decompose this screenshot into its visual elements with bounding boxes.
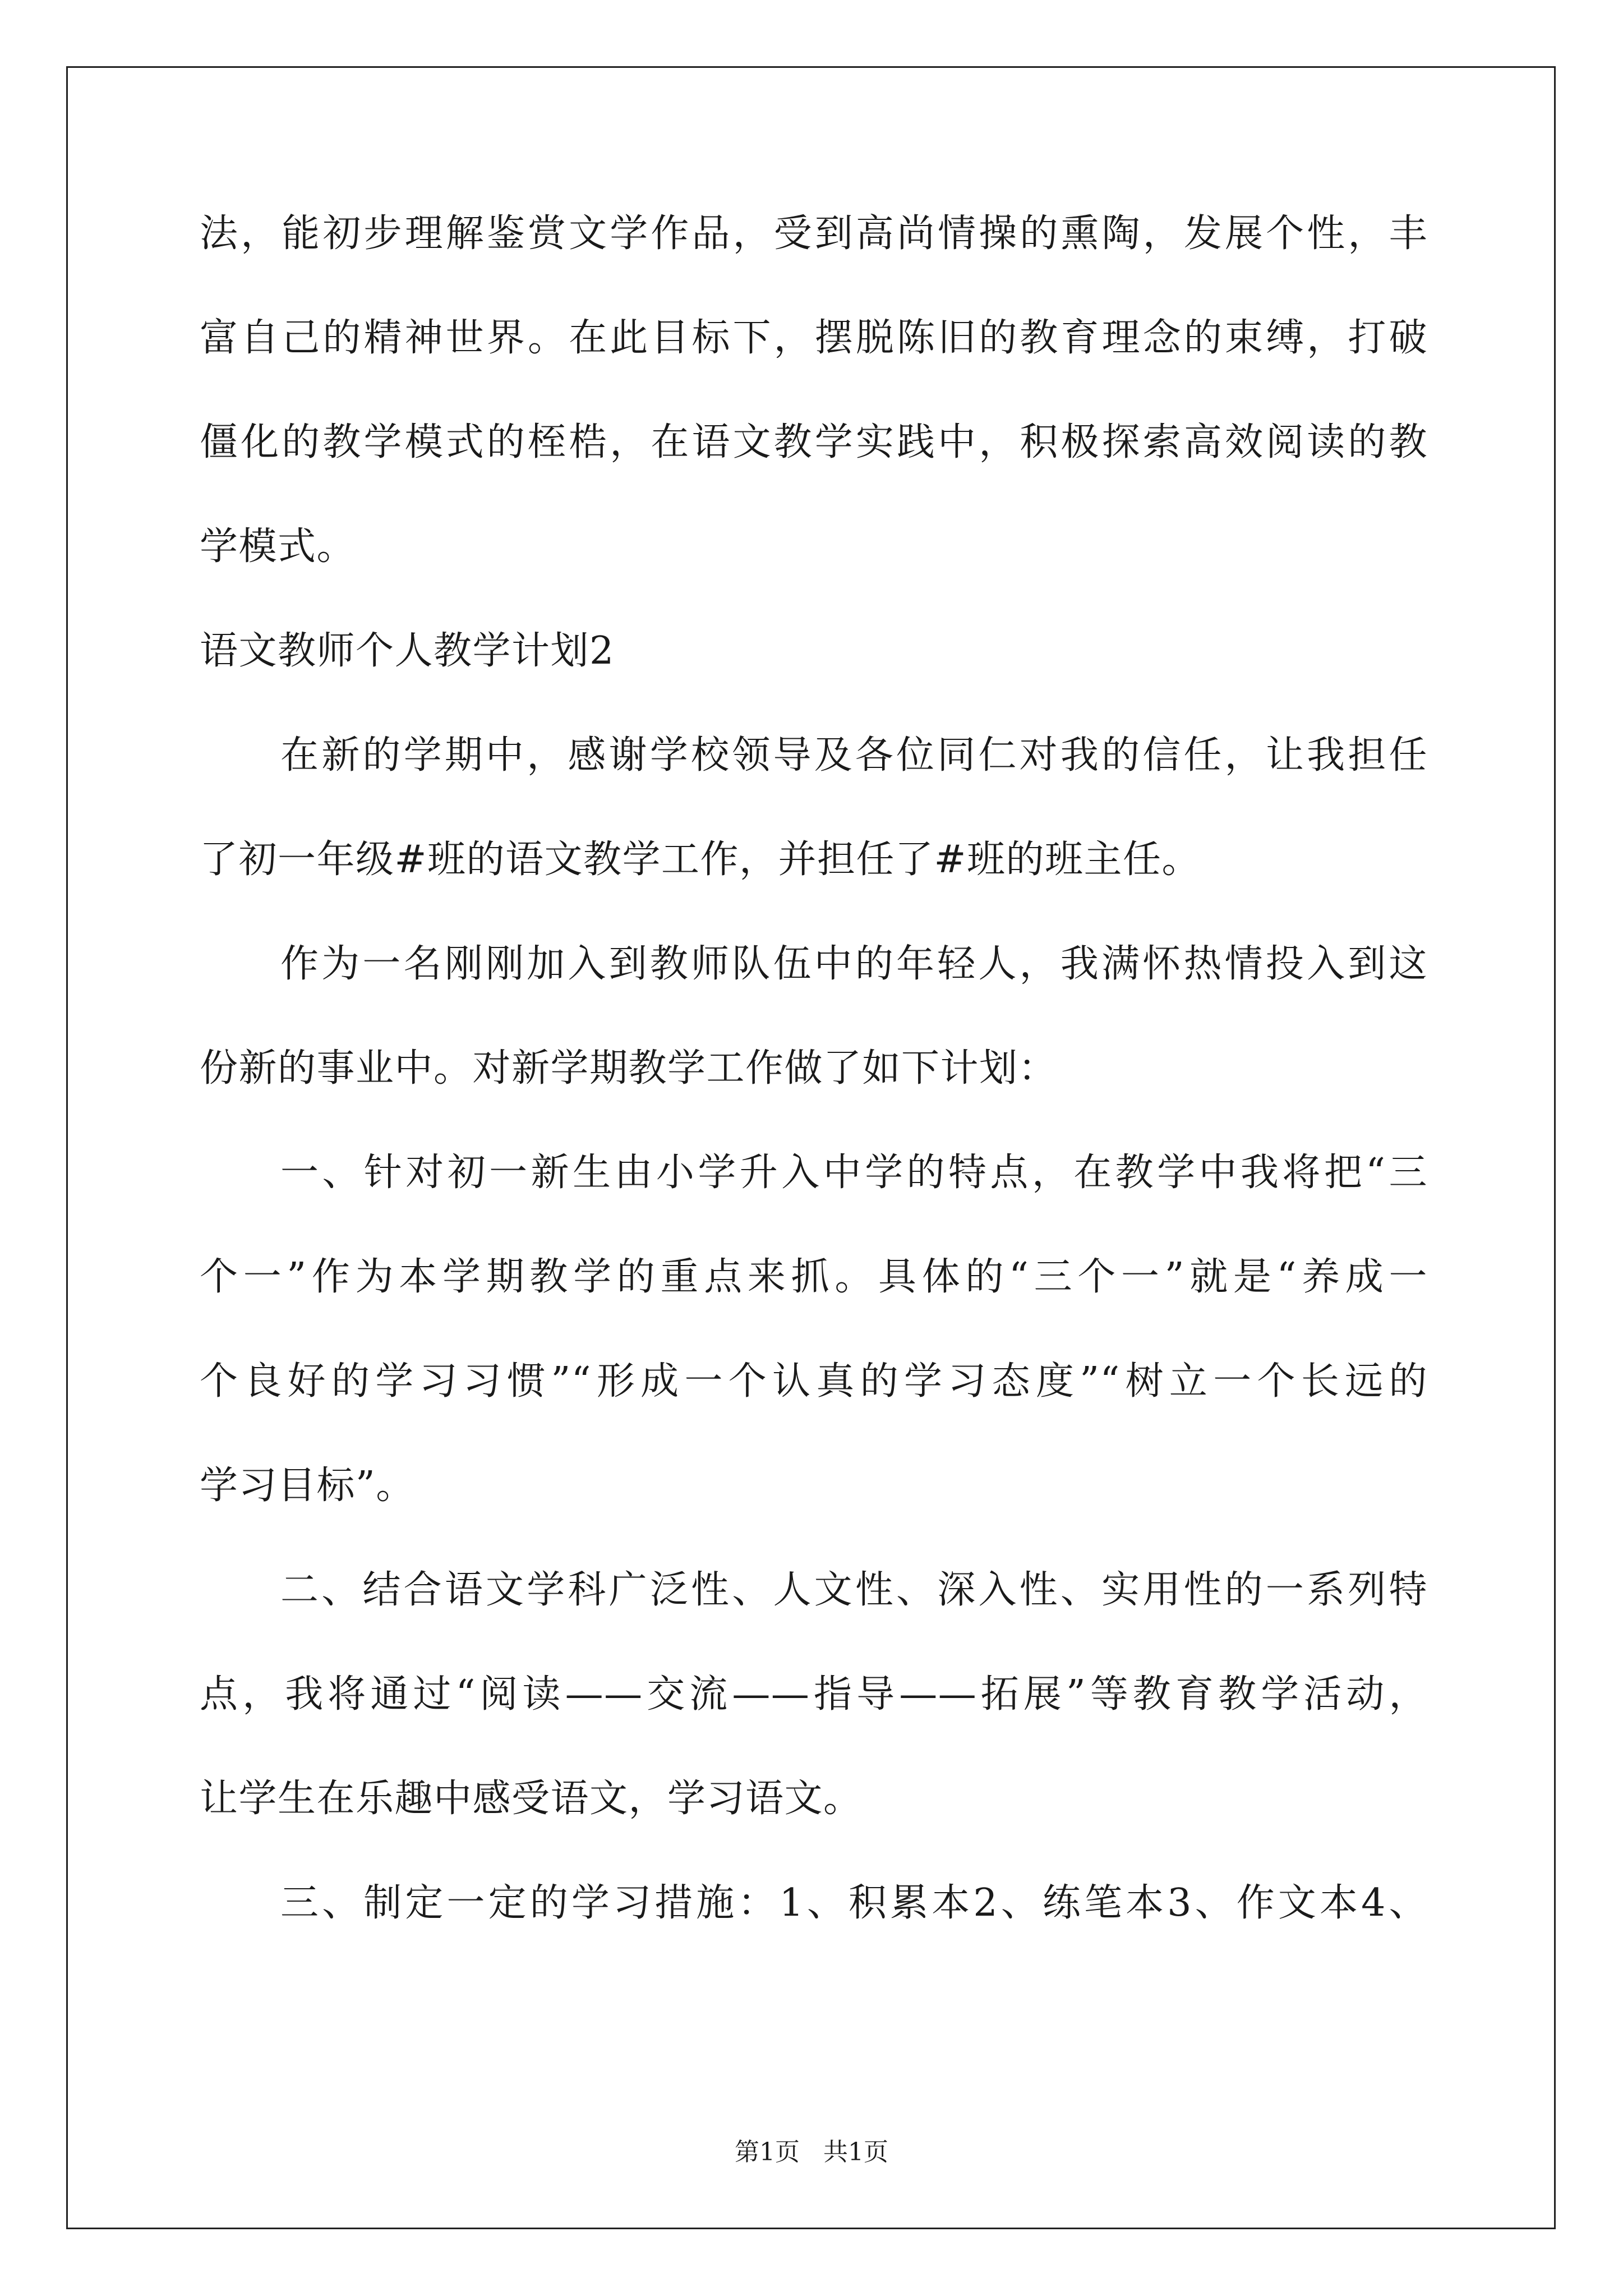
text-line: 二、结合语文学科广泛性、人文性、深入性、实用性的一系列特 xyxy=(280,1568,1428,1612)
text-line: 富自己的精神世界。在此目标下，摆脱陈旧的教育理念的束缚，打破 xyxy=(200,316,1428,360)
text-line: 份新的事业中。对新学期教学工作做了如下计划： xyxy=(200,1046,1058,1091)
text-line: 法，能初步理解鉴赏文学作品，受到高尚情操的熏陶，发展个性，丰 xyxy=(200,211,1428,256)
document-body xyxy=(200,208,1428,1981)
text-line: 个良好的学习习惯”“形成一个认真的学习态度”“树立一个长远的 xyxy=(200,1359,1428,1404)
text-line: 三、制定一定的学习措施：1、积累本2、练笔本3、作文本4、 xyxy=(280,1881,1428,1925)
text-line: 在新的学期中，感谢学校领导及各位同仁对我的信任，让我担任 xyxy=(280,733,1428,777)
text-line: 作为一名刚刚加入到教师队伍中的年轻人，我满怀热情投入到这 xyxy=(280,942,1428,986)
text-line: 了初一年级#班的语文教学工作，并担任了#班的班主任。 xyxy=(200,838,1201,882)
text-line: 一、针对初一新生由小学升入中学的特点，在教学中我将把“三 xyxy=(280,1151,1428,1195)
text-line: 让学生在乐趣中感受语文，学习语文。 xyxy=(200,1777,863,1821)
text-line: 学习目标”。 xyxy=(200,1464,415,1508)
text-line: 僵化的教学模式的桎梏，在语文教学实践中，积极探索高效阅读的教 xyxy=(200,420,1428,464)
page-footer: 第1页 共1页 xyxy=(735,2138,888,2166)
text-line: 个一”作为本学期教学的重点来抓。具体的“三个一”就是“养成一 xyxy=(200,1255,1428,1299)
text-line: 点，我将通过“阅读——交流——指导——拓展”等教育教学活动， xyxy=(200,1672,1428,1717)
text-line: 学模式。 xyxy=(200,524,356,569)
text-line: 语文教师个人教学计划2 xyxy=(200,629,615,673)
